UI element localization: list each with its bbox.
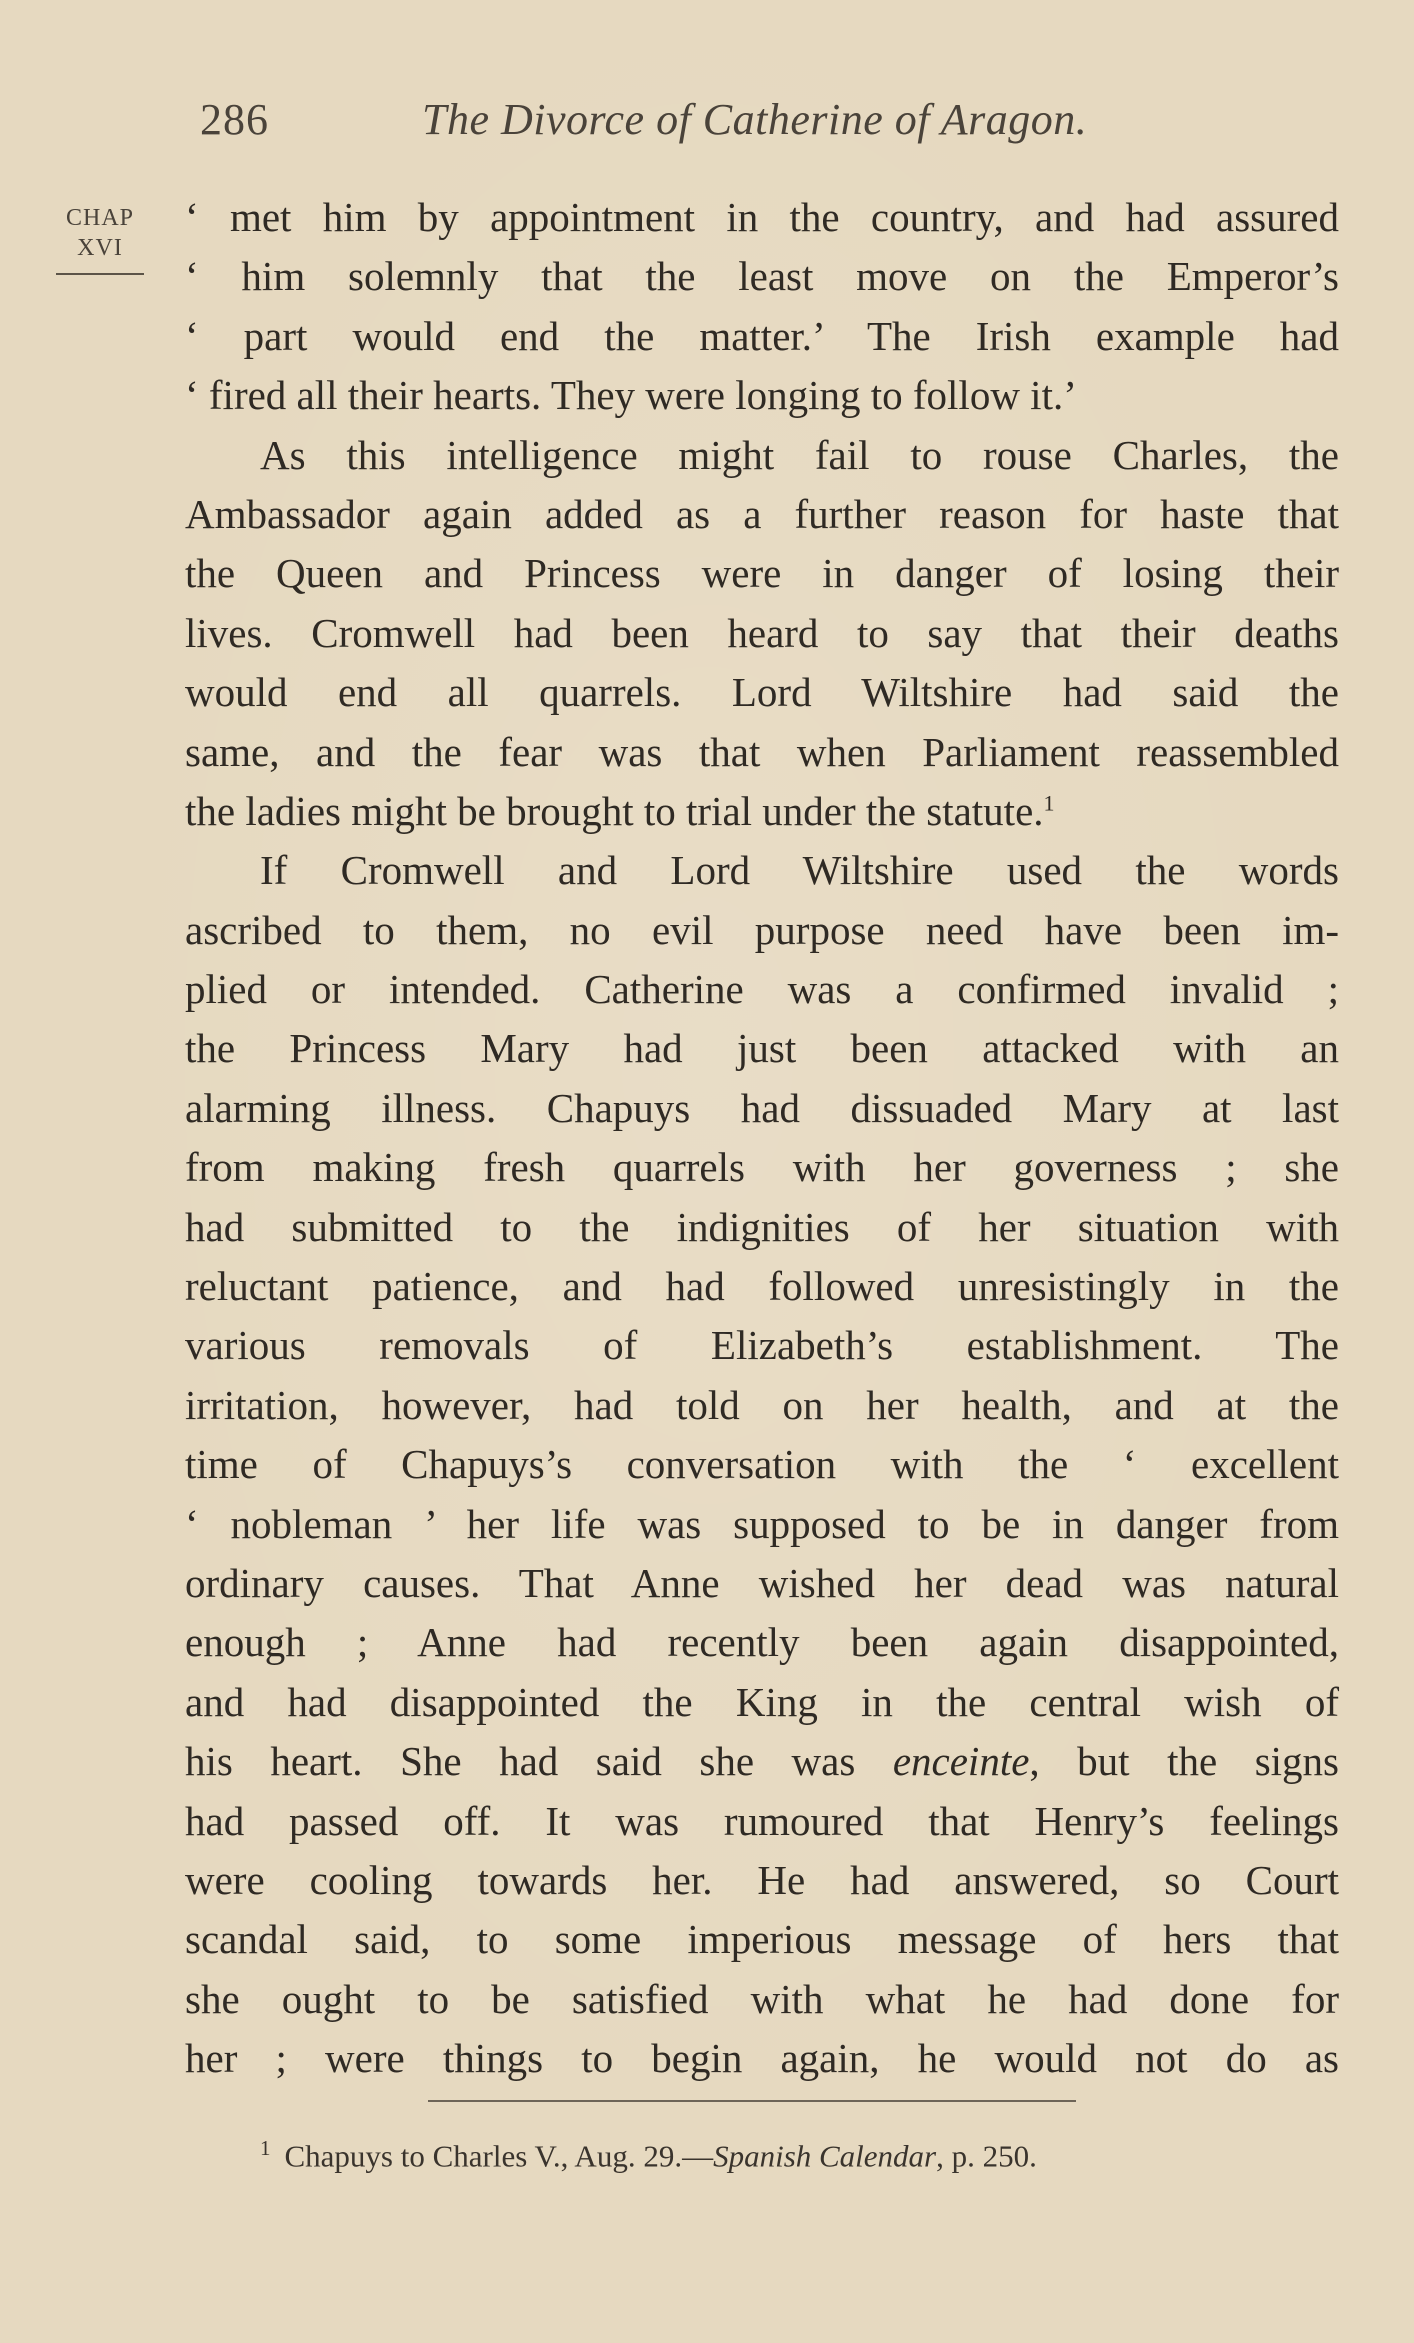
text-line: ascribed to them, no evil purpose need have been im- [185,906,1339,953]
text-line: the Princess Mary had just been attacked with an [185,1025,1339,1072]
text-line: the Queen and Princess were in danger of losing their [185,550,1339,597]
footnote-text: Chapuys to Charles V., Aug. 29.— [284,2138,714,2174]
italic-word: enceinte [892,1738,1030,1785]
text-line: alarming illness. Chapuys had dissuaded Mary at last [185,1084,1339,1131]
text-line: her ; were things to begin again, he would not do as [185,2035,1339,2082]
page-number: 286 [200,95,269,144]
text-line: various removals of Elizabeth’s establishment. The [185,1322,1339,1369]
text-line: had submitted to the indignities of her situation with [185,1203,1339,1250]
text-line: irritation, however, had told on her health, and at the [185,1381,1339,1428]
chapter-number: XVI [77,235,123,261]
text-line: and had disappointed the King in the central wish of [185,1678,1339,1725]
text-line: time of Chapuys’s conversation with the ‘ excellent [185,1441,1339,1488]
footnote-mark: 1 [260,2136,271,2160]
chapter-marker [50,203,150,275]
text-line: same, and the fear was that when Parliament reassembled [185,728,1339,775]
chapter-rule [56,273,144,275]
text-line: ‘ part would end the matter.’ The Irish example had [185,312,1339,359]
text-line: had passed off. It was rumoured that Henry’s feelings [185,1797,1339,1844]
text-line: If Cromwell and Lord Wiltshire used the words [260,847,1339,894]
footnote-reference: 1 [1043,790,1055,816]
footnote [260,2126,1260,2178]
text-line: ‘ nobleman ’ her life was supposed to be in danger from [185,1500,1339,1547]
line-text-end: , but the signs [1029,1738,1339,1785]
text-line: would end all quarrels. Lord Wiltshire had said the [185,669,1339,716]
text-line: ‘ him solemnly that the least move on the Emperor’s [185,253,1339,300]
body-text [185,188,1339,2089]
chapter-label: CHAP [65,205,135,231]
text-line-with-note-ref [185,782,1339,841]
text-line: enough ; Anne had recently been again disappointed, [185,1619,1339,1666]
text-line-with-italic [185,1732,1339,1791]
text-line: lives. Cromwell had been heard to say that their deaths [185,609,1339,656]
line-text: the ladies might be brought to trial under the statute. [185,787,1044,834]
text-line: As this intelligence might fail to rouse Charles, the [260,431,1339,478]
text-line: ‘ fired all their hearts. They were longing to follow it.’ [185,372,1077,419]
footnote-tail: , p. 250. [936,2138,1037,2174]
running-title: The Divorce of Catherine of Aragon. [422,95,1088,144]
footnote-rule [428,2100,1076,2102]
running-head [200,90,1200,150]
line-text-start: his heart. She had said she was [185,1738,893,1785]
text-line: ordinary causes. That Anne wished her dead was natural [185,1559,1339,1606]
text-line: from making fresh quarrels with her governess ; she [185,1144,1339,1191]
text-line: were cooling towards her. He had answered, so Court [185,1856,1339,1903]
footnote-italic-title: Spanish Calendar [713,2138,937,2174]
text-line: Ambassador again added as a further reason for haste that [185,490,1339,537]
text-line: ‘ met him by appointment in the country, and had assured [185,194,1339,240]
text-line: she ought to be satisfied with what he had done for [185,1975,1339,2022]
text-line: plied or intended. Catherine was a confirmed invalid ; [185,966,1339,1013]
text-line: scandal said, to some imperious message of hers that [185,1916,1339,1963]
text-line: reluctant patience, and had followed unresistingly in the [185,1263,1339,1310]
